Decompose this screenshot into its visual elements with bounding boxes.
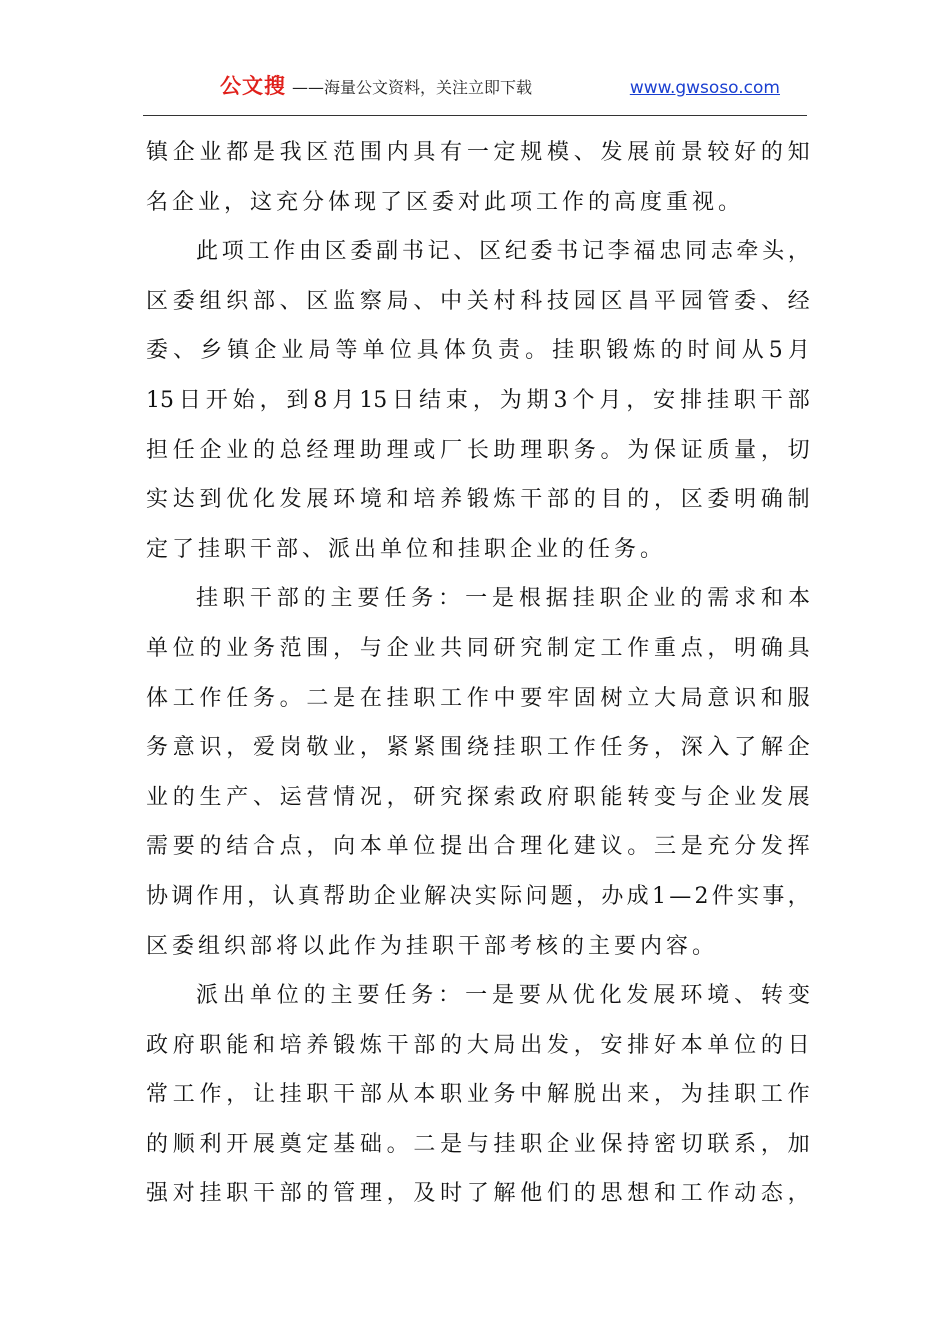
text-line: 委 、 乡 镇 企 业 局 等 单 位 具 体 负 责 。 挂 职 锻 炼 的 时 间 从 5 月 [146, 338, 810, 364]
page-header [140, 70, 810, 106]
text-line: 需 要 的 结 合 点 ， 向 本 单 位 提 出 合 理 化 建 议 。 三 是 充 分 发 挥 [146, 834, 810, 860]
document-body [146, 128, 810, 1219]
brand-logo: 公文搜 [220, 74, 286, 98]
text-line: 区 委 组 织 部 、 区 监 察 局 、 中 关 村 科 技 园 区 昌 平 园 管 委 、 经 [146, 288, 810, 314]
text-line: 协 调 作 用 ， 认 真 帮 助 企 业 解 决 实 际 问 题 ， 办 成 1 — 2 件 实 事 ， [146, 883, 810, 909]
text-line: 单 位 的 业 务 范 围 ， 与 企 业 共 同 研 究 制 定 工 作 重 点 ， 明 确 具 [146, 635, 810, 661]
text-line: 常 工 作 ， 让 挂 职 干 部 从 本 职 业 务 中 解 脱 出 来 ， 为 挂 职 工 作 [146, 1082, 810, 1108]
text-line: 务 意 识 ， 爱 岗 敬 业 ， 紧 紧 围 绕 挂 职 工 作 任 务 ， 深 入 了 解 企 [146, 735, 810, 761]
header-divider [143, 115, 807, 116]
text-line: 镇 企 业 都 是 我 区 范 围 内 具 有 一 定 规 模 、 发 展 前 景 较 好 的 知 [146, 140, 810, 165]
text-line: 政 府 职 能 和 培 养 锻 炼 干 部 的 大 局 出 发 ， 安 排 好 本 单 位 的 日 [146, 1032, 810, 1058]
header-slogan: ——海量公文资料，关注立即下载 [292, 78, 533, 97]
text-line: 15 日 开 始 ， 到 8 月 15 日 结 束 ， 为 期 3 个 月 ， 安 排 挂 职 干 部 [146, 387, 810, 413]
text-line: 业 的 生 产 、 运 营 情 况 ， 研 究 探 索 政 府 职 能 转 变 与 企 业 发 展 [146, 784, 810, 810]
text-line: 区委组织部将以此作为挂职干部考核的主要内容。 [146, 933, 719, 959]
text-line: 体 工 作 任 务 。 二 是 在 挂 职 工 作 中 要 牢 固 树 立 大 局 意 识 和 服 [146, 685, 810, 711]
text-line: 的 顺 利 开 展 奠 定 基 础 。 二 是 与 挂 职 企 业 保 持 密 切 联 系 ， 加 [146, 1131, 810, 1157]
text-line: 担 任 企 业 的 总 经 理 助 理 或 厂 长 助 理 职 务 。 为 保 证 质 量 ， 切 [146, 437, 810, 463]
text-line: 此 项 工 作 由 区 委 副 书 记 、 区 纪 委 书 记 李 福 忠 同 志 牵 头 ， [196, 239, 810, 265]
text-line: 强 对 挂 职 干 部 的 管 理 ， 及 时 了 解 他 们 的 思 想 和 工 作 动 态 ， [146, 1181, 810, 1207]
text-line: 派 出 单 位 的 主 要 任 务 ： 一 是 要 从 优 化 发 展 环 境 、 转 变 [196, 983, 810, 1009]
website-link[interactable]: www.gwsoso.com [629, 78, 780, 98]
text-line: 定了挂职干部、派出单位和挂职企业的任务。 [146, 536, 667, 562]
text-line: 实 达 到 优 化 发 展 环 境 和 培 养 锻 炼 干 部 的 目 的 ， 区 委 明 确 制 [146, 487, 810, 513]
text-line: 挂 职 干 部 的 主 要 任 务 ： 一 是 根 据 挂 职 企 业 的 需 求 和 本 [196, 586, 810, 612]
text-line: 名企业，这充分体现了区委对此项工作的高度重视。 [146, 189, 745, 215]
